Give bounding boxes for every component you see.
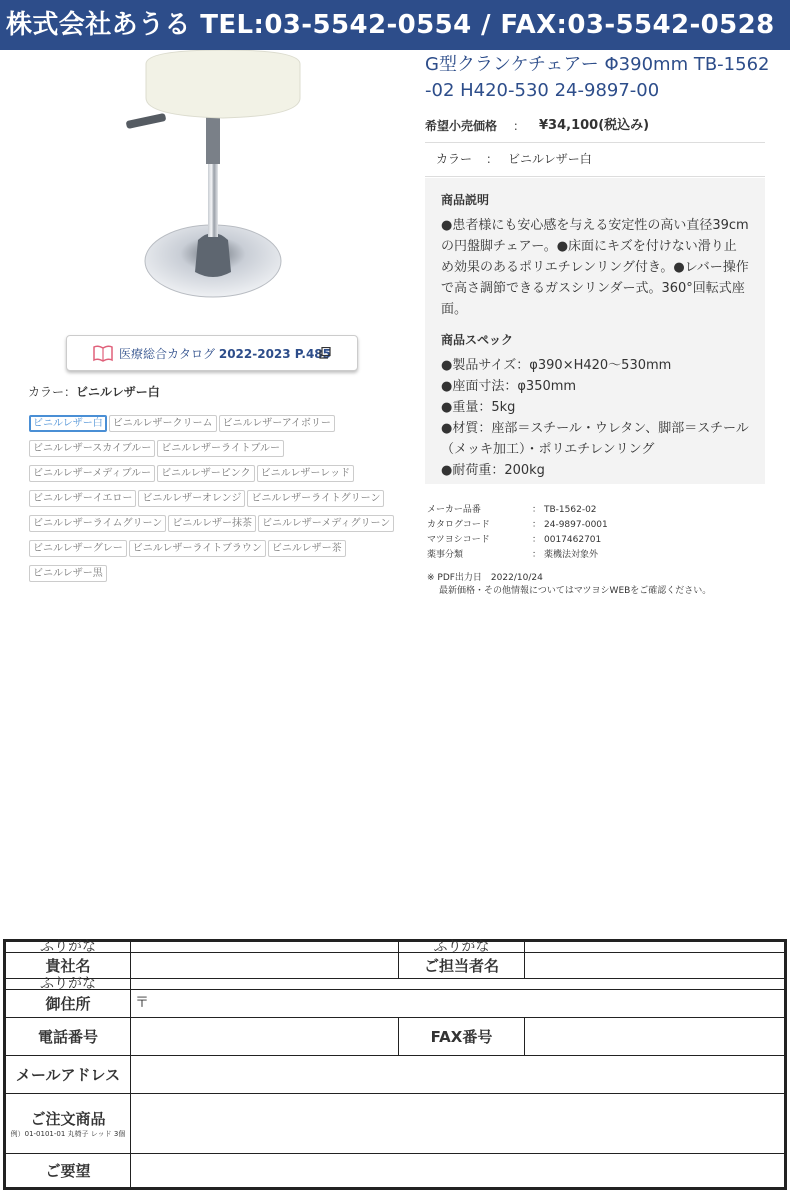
address-field[interactable] <box>131 990 785 1018</box>
product-title: G型クランケチェアー Φ390mm TB-1562-02 H420-530 24-9897-00 <box>425 54 770 101</box>
color-row-colon: ： <box>486 152 499 166</box>
header-text: 株式会社あうる TEL:03-5542-0554 / FAX:03-5542-0528 <box>6 10 775 40</box>
color-option[interactable]: ビニルレザーオレンジ <box>138 490 245 507</box>
meta-row: メーカー品番 ： TB-1562-02 <box>427 505 597 515</box>
company-furigana-field[interactable] <box>131 942 399 953</box>
color-option[interactable]: ビニルレザーレッド <box>257 465 354 482</box>
request-field[interactable] <box>131 1154 785 1188</box>
color-row <box>436 150 766 168</box>
spec-item: ●製品サイズ：φ390×H420～530mm <box>441 358 672 373</box>
color-option-list <box>29 411 409 586</box>
color-option[interactable]: ビニルレザーイエロー <box>29 490 136 507</box>
fax-field[interactable] <box>525 1018 785 1056</box>
color-option[interactable]: ビニルレザークリーム <box>109 415 217 432</box>
color-option[interactable]: ビニルレザーライトグリーン <box>247 490 384 507</box>
furigana-label: ふりがな <box>6 979 131 990</box>
color-option[interactable]: ビニルレザーメディグリーン <box>258 515 394 532</box>
request-label: ご要望 <box>6 1154 131 1188</box>
header-bar <box>0 0 790 50</box>
fax-label: FAX番号 <box>399 1018 525 1056</box>
copy-icon <box>319 347 331 359</box>
color-option[interactable]: ビニルレザー黒 <box>29 565 107 582</box>
price-colon: ： <box>513 119 526 133</box>
catalog-reference-button[interactable] <box>66 335 358 371</box>
furigana-label: ふりがな <box>399 942 525 953</box>
spec-item: ●重量：5kg <box>441 400 516 415</box>
phone-field[interactable] <box>131 1018 399 1056</box>
color-option[interactable]: ビニルレザーライトブラウン <box>129 540 266 557</box>
meta-row: 薬事分類 ： 薬機法対象外 <box>427 550 599 560</box>
company-field[interactable] <box>131 953 399 979</box>
price-row <box>425 116 765 143</box>
description-heading: 商品説明 <box>441 193 490 207</box>
phone-label: 電話番号 <box>6 1018 131 1056</box>
product-image <box>110 50 320 305</box>
postal-mark: 〒 <box>135 995 149 1011</box>
product-meta <box>427 503 767 563</box>
description-box <box>425 178 765 484</box>
color-option[interactable]: ビニルレザーライムグリーン <box>29 515 166 532</box>
description-text: ●患者様にも安心感を与える安定性の高い直径39cmの円盤脚チェアー。●床面にキズを付けない滑り止め効果のあるポリエチレンリング付き。●レバー操作で高さ調節できるガスシリンダー式。360°回転式座面。 <box>441 218 749 317</box>
catalog-prefix: 医療総合カタログ <box>119 347 216 361</box>
color-option[interactable]: ビニルレザー抹茶 <box>168 515 256 532</box>
color-option[interactable]: ビニルレザーグレー <box>29 540 127 557</box>
color-row-label: カラー <box>436 152 473 166</box>
color-option[interactable]: ビニルレザー茶 <box>268 540 346 557</box>
spec-item: ●耐荷重：200kg <box>441 463 545 478</box>
open-book-icon <box>93 345 113 362</box>
spec-heading: 商品スペック <box>441 333 514 347</box>
pdf-note: ※ PDF出力日 2022/10/24 最新価格・その他情報についてはマツヨシWEBをご確認ください。 <box>427 573 712 596</box>
spec-item: ●材質：座部＝スチール・ウレタン、脚部＝スチール（メッキ加工）・ポリエチレンリング <box>441 421 749 457</box>
spec-item: ●座面寸法：φ350mm <box>441 379 577 394</box>
address-label: 御住所 <box>6 990 131 1018</box>
order-example: 例）01-0101-01 丸椅子 レッド 3個 <box>10 1130 126 1138</box>
person-label: ご担当者名 <box>399 953 525 979</box>
color-option[interactable]: ビニルレザーライトブルー <box>157 440 284 457</box>
color-option[interactable]: ビニルレザーピンク <box>157 465 255 482</box>
order-form <box>3 939 787 1190</box>
color-option[interactable]: ビニルレザーアイボリー <box>219 415 335 432</box>
email-label: メールアドレス <box>6 1056 131 1094</box>
color-option[interactable]: ビニルレザーメディブルー <box>29 465 155 482</box>
price-value: ¥34,100(税込み) <box>539 118 650 133</box>
meta-row: カタログコード ： 24-9897-0001 <box>427 520 608 530</box>
color-selection-label: カラー：ビニルレザー白 <box>28 385 160 399</box>
order-label: ご注文商品 例）01-0101-01 丸椅子 レッド 3個 <box>6 1094 131 1154</box>
meta-row: マツヨシコード ： 0017462701 <box>427 535 602 545</box>
color-selection-value: ビニルレザー白 <box>76 385 160 399</box>
catalog-edition: 2022-2023 P.485 <box>218 347 331 361</box>
furigana-label: ふりがな <box>6 942 131 953</box>
order-field[interactable] <box>131 1094 785 1154</box>
color-row-value: ビニルレザー白 <box>508 152 592 166</box>
company-label: 貴社名 <box>6 953 131 979</box>
color-option[interactable]: ビニルレザー白 <box>29 415 107 432</box>
color-option[interactable]: ビニルレザースカイブルー <box>29 440 155 457</box>
address-furigana-field[interactable] <box>131 979 785 990</box>
person-field[interactable] <box>525 953 785 979</box>
email-field[interactable] <box>131 1056 785 1094</box>
price-label: 希望小売価格 <box>425 119 498 133</box>
person-furigana-field[interactable] <box>525 942 785 953</box>
